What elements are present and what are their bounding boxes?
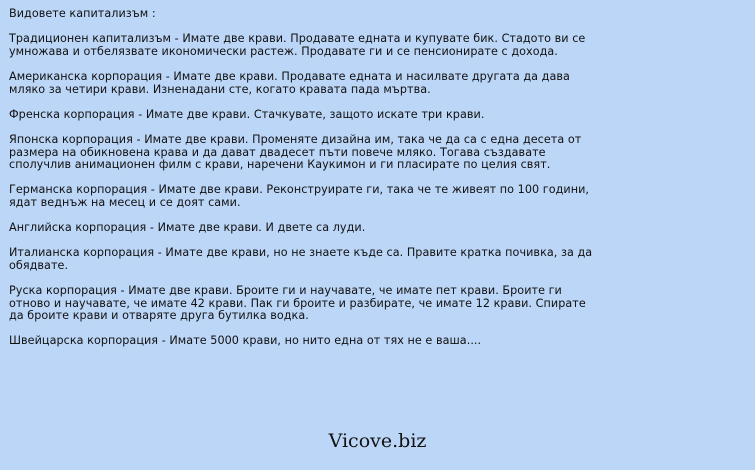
paragraph-traditional: Традиционен капитализъм - Имате две крави. Продавате едната и купувате бик. Стадото ви се умножава и отбелязвате икономически растеж. Продавате ги и се пенсионирате с дохода.	[9, 32, 586, 58]
paragraph-japanese: Японска корпорация - Имате две крави. Променяте дизайна им, така че да са с една десета от размера на обикновена крава и да дават двадесет пъти повече мляко. Тогава създавате сполучлив анимационен филм с крави, наречени Каукимон и ги пласирате по целия свят.	[9, 132, 582, 172]
site-watermark: Vicove.biz	[328, 430, 427, 452]
paragraph-swiss: Швейцарска корпорация - Имате 5000 крави, но нито една от тях не е ваша....	[9, 334, 482, 348]
joke-text	[9, 8, 599, 361]
paragraph-english: Английска корпорация - Имате две крави. И двете са луди.	[9, 221, 366, 235]
paragraph-american: Американска корпорация - Имате две крави. Продавате едната и насилвате другата да дава мляко за четири крави. Изненадани сте, когато кравата пада мъртва.	[9, 69, 570, 96]
heading: Видовете капитализъм :	[9, 7, 156, 20]
paragraph-french: Френска корпорация - Имате две крави. Стачкувате, защото искате три крави.	[9, 107, 485, 121]
paragraph-italian: Италианска корпорация - Имате две крави, но не знаете къде са. Правите кратка почивка, за да обядвате.	[9, 246, 593, 272]
paragraph-german: Германска корпорация - Имате две крави. Реконструирате ги, така че те живеят по 100 години, ядат веднъж на месец и се доят сами.	[9, 183, 590, 209]
paragraph-russian: Руска корпорация - Имате две крави. Броите ги и научавате, че имате пет крави. Броите ги отново и научавате, че имате 42 крави. Пак ги броите и разбирате, че имате 12 крави. Спирате да броите крави и отваряте друга бутилка водка.	[9, 284, 586, 323]
